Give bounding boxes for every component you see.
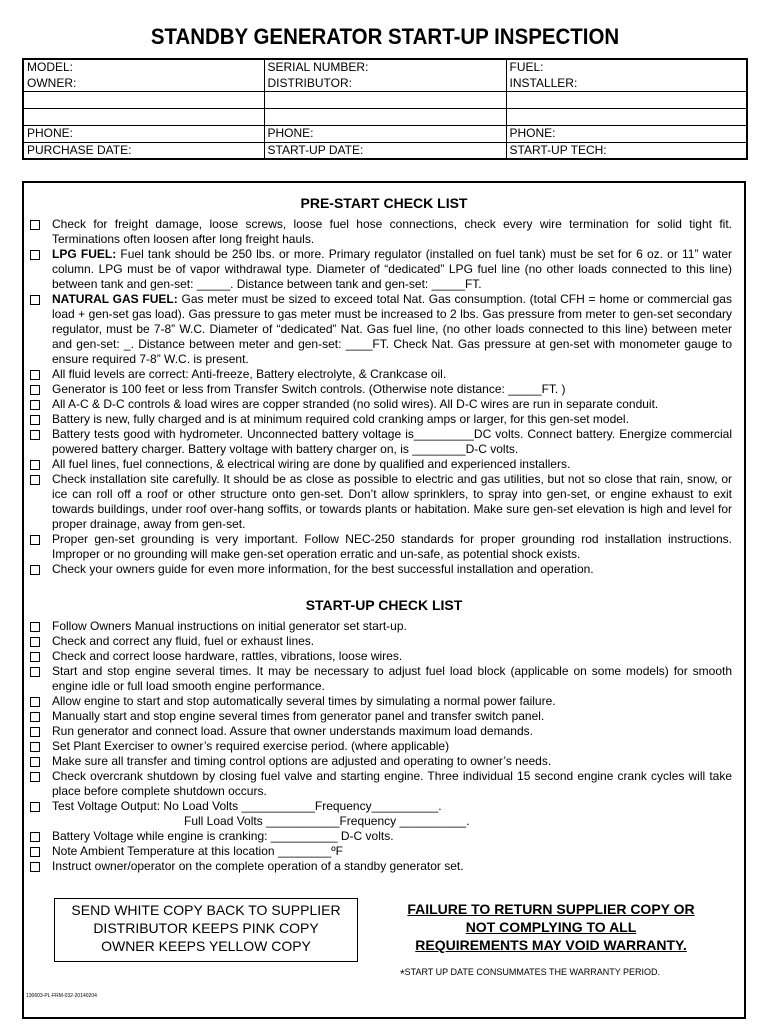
- checkbox[interactable]: [30, 220, 40, 230]
- list-item: Battery Voltage while engine is cranking: __________ D-C volts.: [30, 829, 732, 844]
- list-item: Check installation site carefully. It should be as close as possible to electric and gas utilities, but not so close that rain, snow, or ice can roll off a roof or other structure onto gen-set. Don’t allow sprinklers, to spray into gen-set, or engine exhaust to exit towards buildings, under roof over-hang soffits, or towards plants or habitation. Make sure gen-set elevation is high and level for proper drainage, away from gen-set.: [30, 472, 732, 532]
- distributor-phone-field[interactable]: PHONE:: [264, 126, 506, 143]
- checkbox[interactable]: [30, 727, 40, 737]
- checkbox[interactable]: [30, 742, 40, 752]
- list-item: All fluid levels are correct: Anti-freeze, Battery electrolyte, & Crankcase oil.: [30, 367, 732, 382]
- distributor-field[interactable]: DISTRIBUTOR:: [264, 76, 506, 92]
- page-title: STANDBY GENERATOR START-UP INSPECTION: [150, 24, 620, 49]
- owner-phone-field[interactable]: PHONE:: [23, 126, 264, 143]
- copy-line-supplier: SEND WHITE COPY BACK TO SUPPLIER: [71, 902, 341, 918]
- checkbox[interactable]: [30, 772, 40, 782]
- full-load-line: Full Load Volts ___________Frequency __________.: [184, 814, 470, 828]
- list-item: Manually start and stop engine several times from generator panel and transfer switch panel.: [30, 709, 732, 724]
- list-item: Note Ambient Temperature at this location ________ºF: [30, 844, 732, 859]
- address-line-2-owner[interactable]: [23, 109, 264, 126]
- checkbox[interactable]: [30, 475, 40, 485]
- list-item: Follow Owners Manual instructions on initial generator set start-up.: [30, 619, 732, 634]
- purchase-date-field[interactable]: PURCHASE DATE:: [23, 142, 264, 159]
- startup-title: START-UP CHECK LIST: [305, 597, 463, 613]
- checkbox[interactable]: [30, 460, 40, 470]
- address-line-1-installer[interactable]: [506, 92, 747, 109]
- list-item: Test Voltage Output: No Load Volts ___________Frequency__________.: [30, 799, 732, 814]
- installer-phone-field[interactable]: PHONE:: [506, 126, 747, 143]
- prestart-list: [30, 217, 732, 577]
- checkbox[interactable]: [30, 637, 40, 647]
- checkbox[interactable]: [30, 415, 40, 425]
- copy-line-owner: OWNER KEEPS YELLOW COPY: [101, 938, 311, 954]
- checkbox[interactable]: [30, 832, 40, 842]
- installer-field[interactable]: INSTALLER:: [506, 76, 747, 92]
- checkbox[interactable]: [30, 400, 40, 410]
- fuel-field[interactable]: FUEL:: [506, 59, 747, 76]
- address-line-2-installer[interactable]: [506, 109, 747, 126]
- warning-line-1: FAILURE TO RETURN SUPPLIER COPY OR: [407, 901, 695, 917]
- list-item: Set Plant Exerciser to owner’s required exercise period. (where applicable): [30, 739, 732, 754]
- list-item: Check overcrank shutdown by closing fuel valve and starting engine. Three individual 15 second engine crank cycles will take place before complete shutdown occurs.: [30, 769, 732, 799]
- list-item: Proper gen-set grounding is very important. Follow NEC-250 standards for proper grounding rod installation instructions. Improper or no grounding will make gen-set operation erratic and un-safe, as potential shock exists.: [30, 532, 732, 562]
- warning-line-2: NOT COMPLYING TO ALL: [465, 919, 637, 935]
- address-line-2-distributor[interactable]: [264, 109, 506, 126]
- owner-field[interactable]: OWNER:: [23, 76, 264, 92]
- checkbox[interactable]: [30, 847, 40, 857]
- checkbox[interactable]: [30, 535, 40, 545]
- list-item: Start and stop engine several times. It may be necessary to adjust fuel load block (applicable on some models) for smooth engine idle or full load smooth engine performance.: [30, 664, 732, 694]
- startup-list: [30, 619, 732, 874]
- copy-distribution-box: [54, 898, 358, 962]
- checkbox[interactable]: [30, 712, 40, 722]
- prestart-title: PRE-START CHECK LIST: [300, 195, 468, 211]
- list-item: Allow engine to start and stop automatically several times by simulating a normal power failure.: [30, 694, 732, 709]
- address-line-1-owner[interactable]: [23, 92, 264, 109]
- list-item: Run generator and connect load. Assure that owner understands maximum load demands.: [30, 724, 732, 739]
- checkbox[interactable]: [30, 250, 40, 260]
- list-item: Check for freight damage, loose screws, loose fuel hose connections, check every wire termination for solid tight fit. Terminations often loosen after long freight hauls.: [30, 217, 732, 247]
- serial-number-field[interactable]: SERIAL NUMBER:: [264, 59, 506, 76]
- checkbox[interactable]: [30, 622, 40, 632]
- copy-line-distributor: DISTRIBUTOR KEEPS PINK COPY: [93, 920, 319, 936]
- checklist-box: [22, 181, 746, 1019]
- checkbox[interactable]: [30, 802, 40, 812]
- list-item: All A-C & D-C controls & load wires are copper stranded (no solid wires). All D-C wires are run in separate conduit.: [30, 397, 732, 412]
- list-item: All fuel lines, fuel connections, & electrical wiring are done by qualified and experienced installers.: [30, 457, 732, 472]
- generator-info-table: [22, 58, 748, 160]
- list-item: Check your owners guide for even more information, for the best successful installation and operation.: [30, 562, 732, 577]
- checkbox[interactable]: [30, 430, 40, 440]
- checkbox[interactable]: [30, 565, 40, 575]
- form-number: 130603-PL-FRM-032-20140204: [26, 993, 97, 999]
- list-item: Battery is new, fully charged and is at minimum required cold cranking amps or larger, for this gen-set model.: [30, 412, 732, 427]
- startup-tech-field[interactable]: START-UP TECH:: [506, 142, 747, 159]
- warranty-warning: [386, 900, 716, 954]
- startup-date-field[interactable]: START-UP DATE:: [264, 142, 506, 159]
- checkbox[interactable]: [30, 385, 40, 395]
- address-line-1-distributor[interactable]: [264, 92, 506, 109]
- list-item: Check and correct any fluid, fuel or exhaust lines.: [30, 634, 732, 649]
- checkbox[interactable]: [30, 757, 40, 767]
- warning-line-3: REQUIREMENTS MAY VOID WARRANTY.: [415, 937, 687, 953]
- checkbox[interactable]: [30, 697, 40, 707]
- checkbox[interactable]: [30, 295, 40, 305]
- model-field[interactable]: MODEL:: [23, 59, 264, 76]
- list-item: Generator is 100 feet or less from Transfer Switch controls. (Otherwise note distance: _____FT. ): [30, 382, 732, 397]
- warranty-footnote: *START UP DATE CONSUMMATES THE WARRANTY PERIOD.: [400, 967, 661, 981]
- list-item: NATURAL GAS FUEL: Gas meter must be sized to exceed total Nat. Gas consumption. (total CFH = home or commercial gas load + gen-set gas load). Gas pressure to gas meter must be increased to 2 lbs. Gas pressure from meter to gen-set secondary regulator, must be 7-8” W.C. Diameter of “dedicated” Nat. Gas fuel line, (no other loads connected to this line) between meter and gen-set: _. Distance between meter and gen-set: ____FT. Check Nat. Gas pressure at gen-set with monometer gauge to ensure required 7-8” W.C. is present.: [30, 292, 732, 367]
- checkbox[interactable]: [30, 370, 40, 380]
- list-item: Check and correct loose hardware, rattles, vibrations, loose wires.: [30, 649, 732, 664]
- list-item: Instruct owner/operator on the complete operation of a standby generator set.: [30, 859, 732, 874]
- list-item: Battery tests good with hydrometer. Unconnected battery voltage is_________DC volts. Connect battery. Energize commercial powered battery charger. Battery voltage with battery charger on, is ________D-C volts.: [30, 427, 732, 457]
- checkbox[interactable]: [30, 862, 40, 872]
- checkbox[interactable]: [30, 652, 40, 662]
- list-item: LPG FUEL: Fuel tank should be 250 lbs. or more. Primary regulator (installed on fuel tank) must be set for 6 oz. or 11” water column. LPG must be of vapor withdrawal type. Diameter of “dedicated” LPG fuel line (no other loads connected to this line) between tank and gen-set: _____. Distance between tank and gen-set: _____FT.: [30, 247, 732, 292]
- list-item: Make sure all transfer and timing control options are adjusted and operating to owner’s needs.: [30, 754, 732, 769]
- checkbox[interactable]: [30, 667, 40, 677]
